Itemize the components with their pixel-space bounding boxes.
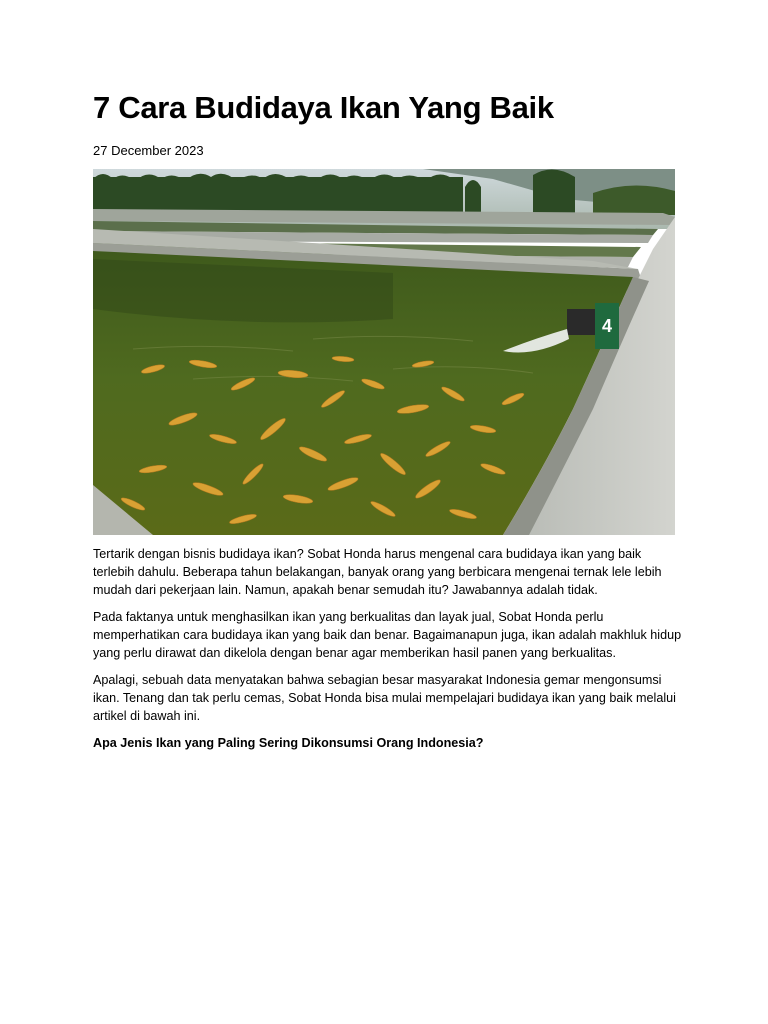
fish-pond-photo xyxy=(93,169,675,535)
article-body xyxy=(93,545,683,761)
article-title: 7 Cara Budidaya Ikan Yang Baik xyxy=(93,90,554,125)
pool-number-marker: 4 xyxy=(601,316,613,336)
paragraph-1: Tertarik dengan bisnis budidaya ikan? Sobat Honda harus mengenal cara budidaya ikan yang baik terlebih dahulu. Beberapa tahun belakangan, banyak orang yang berbicara mengenai ternak lele lebih mudah dari pekerjaan lain. Namun, apakah benar semudah itu? Jawabannya adalah tidak. xyxy=(93,547,662,597)
paragraph-3: Apalagi, sebuah data menyatakan bahwa sebagian besar masyarakat Indonesia gemar mengonsumsi ikan. Tenang dan tak perlu cemas, Sobat Honda bisa mulai mempelajari budidaya ikan yang baik melalui artikel di bawah ini. xyxy=(93,673,676,723)
section-subheading: Apa Jenis Ikan yang Paling Sering Dikonsumsi Orang Indonesia? xyxy=(93,736,484,750)
paragraph-2: Pada faktanya untuk menghasilkan ikan yang berkualitas dan layak jual, Sobat Honda perlu memperhatikan cara budidaya ikan yang baik dan benar. Bagaimanapun juga, ikan adalah makhluk hidup yang perlu dirawat dan dikelola dengan benar agar memberikan hasil panen yang berkualitas. xyxy=(93,610,682,660)
article-date: 27 December 2023 xyxy=(93,143,204,158)
